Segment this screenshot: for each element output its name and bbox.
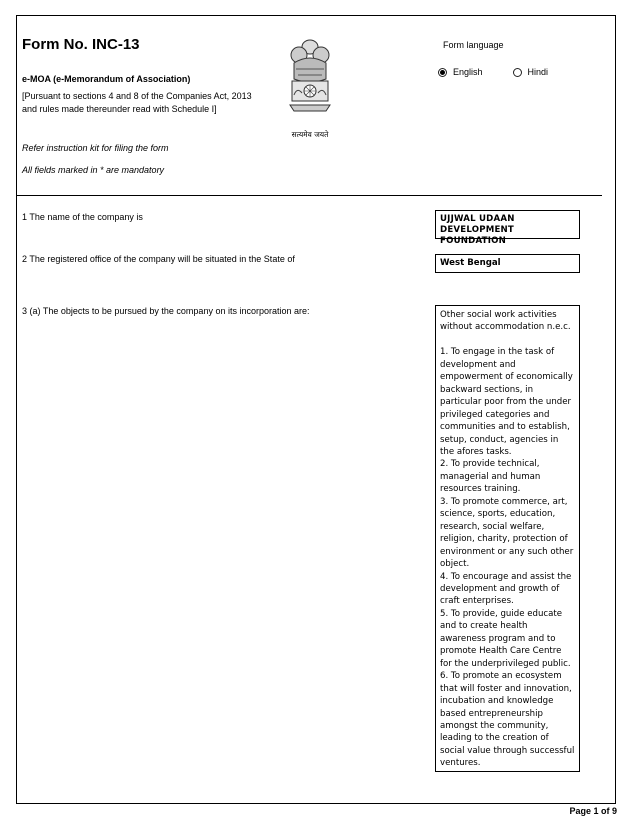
form-number: Form No. INC-13 <box>22 36 140 53</box>
form-language-label: Form language <box>443 40 504 50</box>
radio-hindi[interactable] <box>513 67 549 77</box>
form-subtitle: e-MOA (e-Memorandum of Association) <box>22 74 191 84</box>
company-objects-field[interactable]: Other social work activities without accommodation n.e.c. 1. To engage in the task of development and empowerment of economically backward sections, in particular poor from the under privileged categories and communities and to establish, setup, conduct, agencies in the afores tasks. 2. To provide technical, managerial and human resources training. 3. To promote commerce, art, science, sports, education, research, social welfare, religion, charity, protection of environment or any such other object. 4. To encourage and assist the development and growth of craft enterprises. 5. To provide, guide educate and to create health awareness program and to promote Health Care Centre for the underprivileged public. 6. To promote an ecosystem that will foster and innovation, incubation and knowledge based entrepreneurship amongst the community, leading to the creation of social value through successful ventures. <box>435 305 580 772</box>
page-number: Page 1 of 9 <box>569 806 617 816</box>
radio-english-label: English <box>453 67 483 77</box>
question-3a-label: 3 (a) The objects to be pursued by the company on its incorporation are: <box>22 306 310 316</box>
language-radio-group <box>438 67 548 77</box>
radio-hindi-label: Hindi <box>527 67 549 77</box>
national-emblem-icon <box>282 35 338 139</box>
refer-instruction-note: Refer instruction kit for filing the form <box>22 143 169 153</box>
question-1-label: 1 The name of the company is <box>22 212 143 222</box>
question-2-label: 2 The registered office of the company will be situated in the State of <box>22 254 295 264</box>
emblem-motto: सत्यमेव जयते <box>291 130 329 139</box>
radio-unselected-icon[interactable] <box>513 68 522 77</box>
radio-english[interactable] <box>438 67 483 77</box>
radio-selected-icon[interactable] <box>438 68 447 77</box>
header-divider <box>16 195 602 196</box>
company-name-field[interactable]: UJJWAL UDAAN DEVELOPMENT FOUNDATION <box>435 210 580 239</box>
mandatory-note: All fields marked in * are mandatory <box>22 165 165 175</box>
registered-state-field[interactable]: West Bengal <box>435 254 580 273</box>
pursuant-note: [Pursuant to sections 4 and 8 of the Companies Act, 2013 and rules made thereunder read with Schedule I] <box>22 91 252 114</box>
